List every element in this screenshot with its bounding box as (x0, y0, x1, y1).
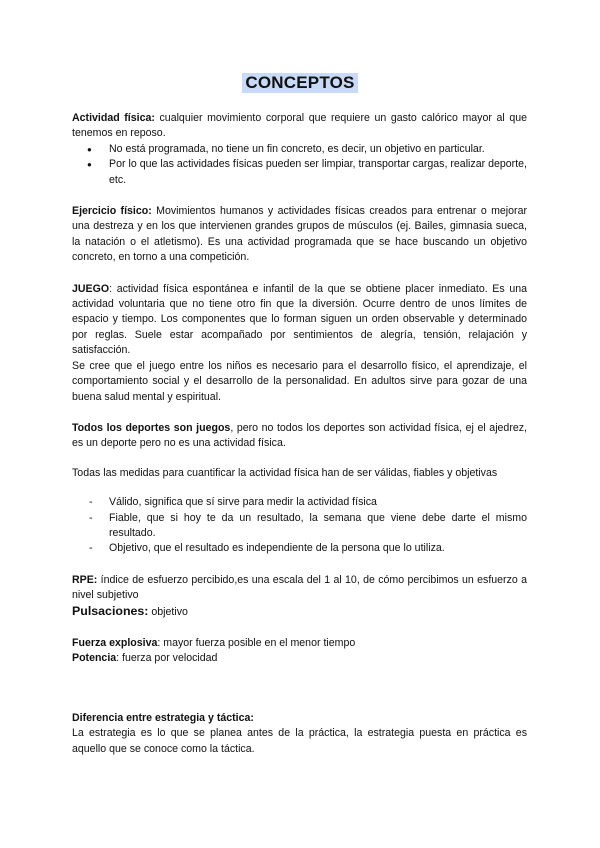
list-item: ● No está programada, no tiene un fin concreto, es decir, un objetivo en particular. (72, 142, 527, 157)
deportes-text: , pero no todos los deportes son actividad física, ej el ajedrez, es un deporte pero no es una actividad física. (72, 421, 527, 450)
estrategia-heading (72, 711, 527, 726)
pulsaciones-paragraph (72, 604, 527, 620)
fuerza-text: : mayor fuerza posible en el menor tiempo (157, 636, 356, 649)
juego-term: JUEGO (72, 282, 110, 295)
potencia-text: : fuerza por velocidad (116, 652, 218, 665)
title-container (0, 73, 600, 93)
fuerza-term: Fuerza explosiva (72, 636, 158, 649)
fuerza-paragraph (72, 636, 527, 651)
list-item: - Fiable, que si hoy te da un resultado, la semana que viene debe darte el mismo resultado. (72, 511, 527, 542)
document-body (72, 111, 527, 757)
juego-paragraph (72, 282, 527, 359)
medidas-list (72, 495, 527, 557)
potencia-term: Potencia (72, 652, 117, 665)
deportes-term: Todos los deportes son juegos (72, 421, 231, 434)
list-item: ● Por lo que las actividades físicas pueden ser limpiar, transportar cargas, realizar deporte, etc. (72, 157, 527, 188)
ejercicio-paragraph (72, 204, 527, 266)
medidas-intro: Todas las medidas para cuantificar la actividad física han de ser válidas, fiables y objetivas (72, 466, 498, 479)
estrategia-paragraph: La estrategia es lo que se planea antes de la práctica, la estrategia puesta en práctica es aquello que se conoce como la táctica. (72, 727, 527, 755)
juego-definition: : actividad física espontánea e infantil de la que se obtiene placer inmediato. Es una actividad voluntaria que no tiene otro fin que la diversión. Ocurre dentro de unos límites de espacio y tiempo. Los componentes que lo forman siguen un orden observable y determinado por reglas. Suele estar acompañado por sentimientos de alegría, tensión, relajación y satisfacción. (72, 282, 527, 357)
actividad-paragraph (72, 111, 527, 142)
pulsaciones-text: objetivo (148, 605, 188, 618)
actividad-term: Actividad física: (72, 112, 155, 124)
juego-paragraph-2: Se cree que el juego entre los niños es necesario para el desarrollo físico, el aprendizaje, el comportamiento social y el desarrollo de la personalidad. En adultos sirve para gozar de una buena salud mental y espiritual. (72, 359, 527, 403)
ejercicio-definition: Movimientos humanos y actividades físicas creados para entrenar o mejorar una destreza y en los que intervienen grandes grupos de músculos (ej. Bailes, gimnasia sueca, la natación o el atletismo). Es una actividad programada que se hace buscando un objetivo concreto, en torno a una competición. (72, 205, 527, 264)
rpe-text: índice de esfuerzo percibido,es una escala del 1 al 10, de cómo percibimos un esfuerzo a nivel subjetivo (72, 573, 527, 602)
potencia-paragraph (72, 651, 527, 666)
list-item: - Válido, significa que sí sirve para medir la actividad física (72, 495, 527, 510)
actividad-bullet-list (72, 142, 527, 188)
rpe-term: RPE: (72, 573, 98, 586)
deportes-paragraph (72, 421, 527, 452)
estrategia-heading-text: Diferencia entre estrategia y táctica: (72, 711, 254, 724)
pulsaciones-term: Pulsaciones: (72, 603, 149, 618)
page-title: CONCEPTOS (242, 73, 357, 93)
rpe-paragraph (72, 573, 527, 604)
list-item: - Objetivo, que el resultado es independiente de la persona que lo utiliza. (72, 541, 527, 556)
ejercicio-term: Ejercicio físico: (72, 205, 152, 218)
actividad-definition: cualquier movimiento corporal que requiere un gasto calórico mayor al que tenemos en reposo. (72, 112, 527, 140)
